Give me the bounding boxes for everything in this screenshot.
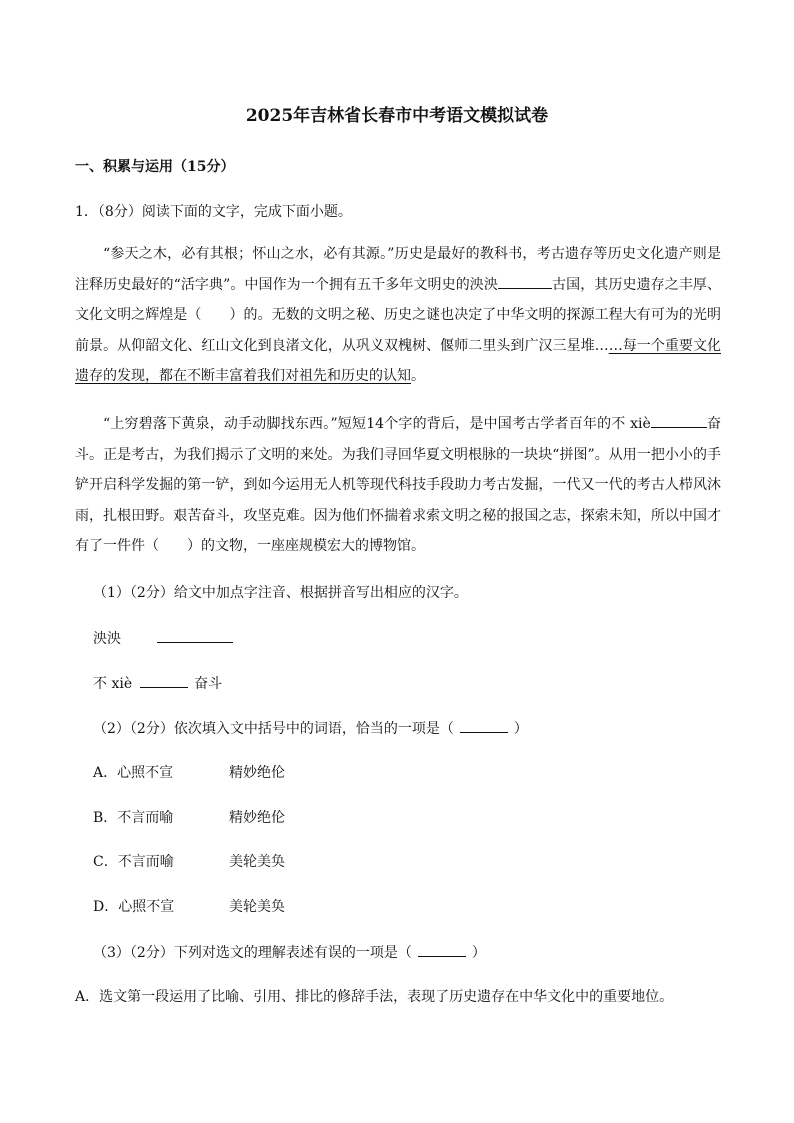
question-stem: 1．（8分）阅读下面的文字，完成下面小题。 — [75, 204, 352, 220]
pinyin-item-1 — [93, 628, 233, 649]
subquestion-3-stem-text: （3）（2分）下列对选文的理解表述有误的一项是（ — [93, 945, 412, 961]
answer-blank[interactable] — [460, 718, 508, 733]
section-heading: 一、积累与运用（15分） — [75, 159, 235, 175]
option-word: 美轮美奂 — [229, 899, 285, 915]
passage2-text-b: 奋斗。正是考古，为我们揭示了文明的来处。为我们寻回华夏文明根脉的一块块“拼图”。从用一把小小的手铲开启科学发掘的第一铲，到如今运用无人机等现代科技手段助力考古发掘，一代又一代的考古人栉风沐雨，扎根田野。艰苦奋斗，攻坚克难。因为他们怀揣着求索文明之秘的报国之志，探索未知，所以中国才有了一件件（ ）的文物，一座座规模宏大的博物馆。 — [75, 416, 721, 554]
passage2-text-a: “上穷碧落下黄泉，动手动脚找东西。”短短14个字的背后，是中国考古学者百年的不 xiè — [103, 416, 651, 432]
passage1-text-b: 古国，其历史遗存之丰厚、文化文明之辉煌是（ ）的。无数的文明之秘、历史之谜也决定了中华文明的探源工程大有可为的光明前景。从仰韶文化、红山文化到良渚文化，从巩义双槐树、偃师二里头到广汉三星堆… — [75, 276, 721, 354]
subquestion-2-stem-text: （2）（2分）依次填入文中括号中的词语，恰当的一项是（ — [93, 721, 454, 737]
passage1-text-a: “参天之木，必有其根；怀山之水，必有其源。”历史是最好的教科书，考古遗存等历史文化遗产则是注释历史最好的“活字典”。中国作为一个拥有五千多年文明史的泱泱 — [75, 246, 721, 293]
answer-blank[interactable] — [418, 942, 466, 957]
option-d[interactable] — [93, 897, 493, 917]
blank-field[interactable] — [498, 274, 552, 289]
option-b[interactable] — [93, 808, 493, 828]
subquestion-3-option-a[interactable]: A．选文第一段运用了比喻、引用、排比的修辞手法，表现了历史遗存在中华文化中的重要地位。 — [75, 989, 674, 1005]
passage-paragraph-2 — [75, 409, 721, 562]
subquestion-2-stem-close: ） — [513, 721, 528, 737]
answer-blank[interactable] — [140, 673, 188, 688]
passage1-end: 。 — [411, 368, 425, 384]
option-word: 美轮美奂 — [229, 854, 285, 870]
pinyin-item-2-post: 奋斗 — [194, 676, 223, 692]
pinyin-item-1-word: 泱泱 — [93, 631, 121, 647]
underlined-sentence: …每一个重要文化遗存的发现，都在不断丰富着我们对祖先和历史的认知 — [75, 337, 722, 384]
exam-title: 2025年吉林省长春市中考语文模拟试卷 — [245, 106, 549, 126]
option-c[interactable] — [93, 852, 493, 872]
answer-blank[interactable] — [157, 628, 233, 643]
option-label: C．不言而喻 — [93, 854, 174, 870]
blank-field[interactable] — [651, 413, 707, 428]
pinyin-item-2 — [93, 673, 222, 694]
option-a[interactable] — [93, 763, 493, 783]
option-label: A．心照不宣 — [93, 765, 174, 781]
option-label: D．心照不宣 — [93, 899, 175, 915]
option-word: 精妙绝伦 — [229, 765, 285, 781]
option-label: B．不言而喻 — [93, 810, 174, 826]
option-word: 精妙绝伦 — [229, 810, 285, 826]
subquestion-1-stem: （1）（2分）给文中加点字注音、根据拼音写出相应的汉字。 — [93, 585, 468, 601]
subquestion-3-stem-close: ） — [471, 945, 486, 961]
pinyin-item-2-pre: 不 xiè — [93, 676, 133, 692]
passage-paragraph-1 — [75, 239, 721, 392]
subquestion-2-stem — [93, 718, 528, 739]
subquestion-3-stem — [93, 942, 486, 963]
